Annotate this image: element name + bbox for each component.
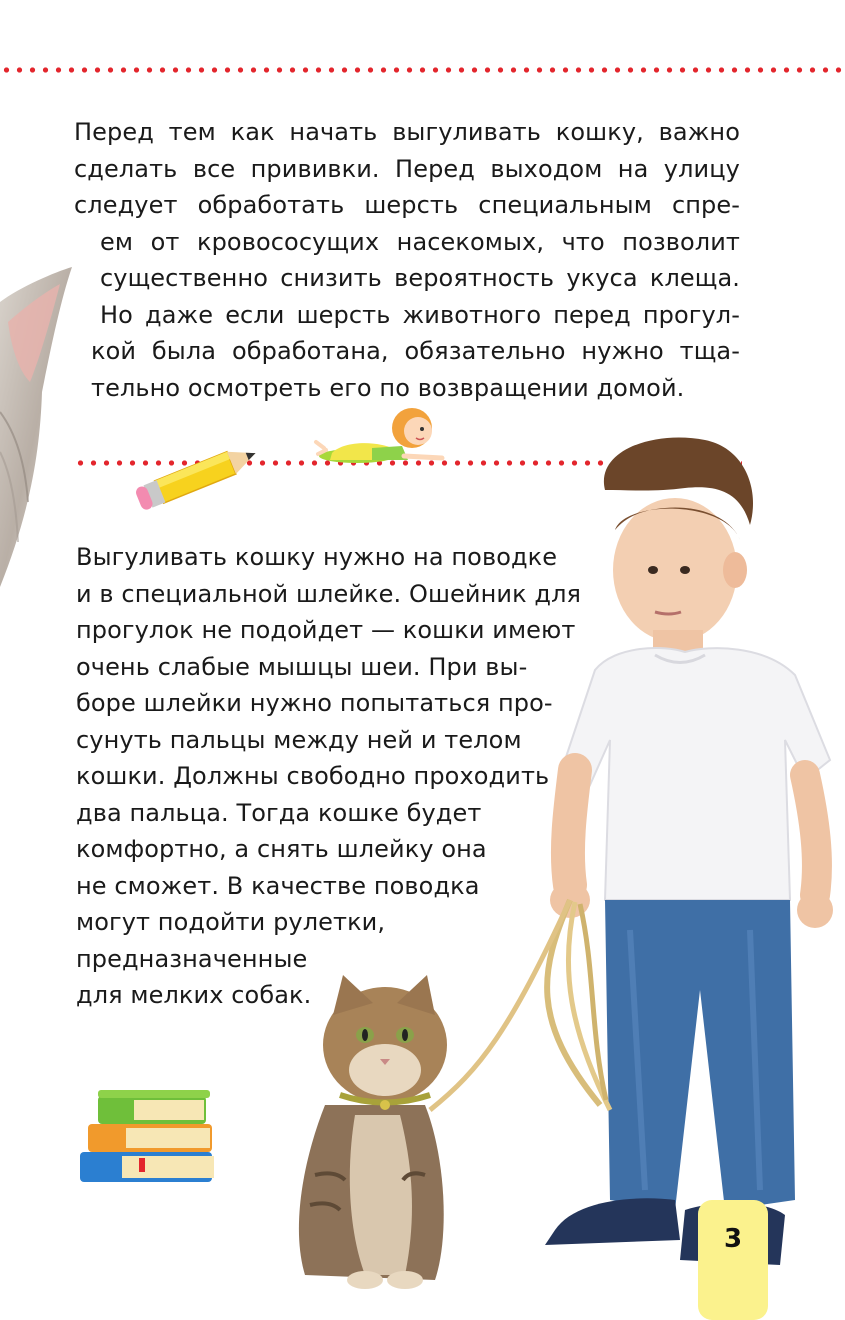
text-line: предназначенные: [76, 944, 308, 973]
text-line: комфортно, а снять шлейку она: [76, 835, 487, 863]
girl-lying-illustration: [312, 398, 448, 470]
text-line: могут подойти рулетки,: [76, 908, 386, 936]
text-line: кошки. Должны свободно проходить: [76, 762, 550, 790]
books-icon: [74, 1080, 224, 1190]
text-line: не сможет. В качестве поводка: [76, 871, 480, 900]
intro-paragraph-indented: [100, 224, 740, 334]
text-line: Перед тем как начать выгуливать кошку, важно: [74, 118, 740, 146]
intro-paragraph: [74, 114, 740, 224]
text-line: следует обработать шерсть специальным спре-: [74, 191, 740, 219]
intro-paragraph-end: [91, 333, 740, 406]
page-number-tab: [698, 1200, 768, 1320]
text-line: существенно снизить вероятность укуса клеща.: [100, 264, 740, 292]
cat-photo: [285, 975, 485, 1295]
text-line: и в специальной шлейке. Ошейник для: [76, 579, 582, 608]
text-line: очень слабые мышцы шеи. При вы-: [76, 652, 528, 681]
text-line: прогулок не подойдет — кошки имеют: [76, 616, 576, 644]
page-number: 3: [723, 1224, 743, 1254]
top-dotted-divider: [0, 67, 845, 73]
text-line: Выгуливать кошку нужно на поводке: [76, 543, 558, 571]
text-line: тельно осмотреть его по возвращении домой.: [91, 373, 685, 402]
text-line: сделать все прививки. Перед выходом на улицу: [74, 154, 740, 183]
boy-photo: [535, 430, 840, 1310]
text-line: кой была обработана, обязательно нужно тща-: [91, 337, 740, 365]
cat-ear-photo: [0, 262, 80, 592]
text-line: боре шлейки нужно попытаться про-: [76, 689, 553, 717]
text-line: ем от кровососущих насекомых, что позволит: [100, 227, 740, 256]
text-line: для мелких собак.: [76, 981, 312, 1009]
pencil-icon: [134, 440, 274, 510]
text-line: сунуть пальцы между ней и телом: [76, 725, 522, 754]
text-line: два пальца. Тогда кошке будет: [76, 798, 482, 827]
text-line: Но даже если шерсть животного перед прогул-: [100, 300, 740, 329]
